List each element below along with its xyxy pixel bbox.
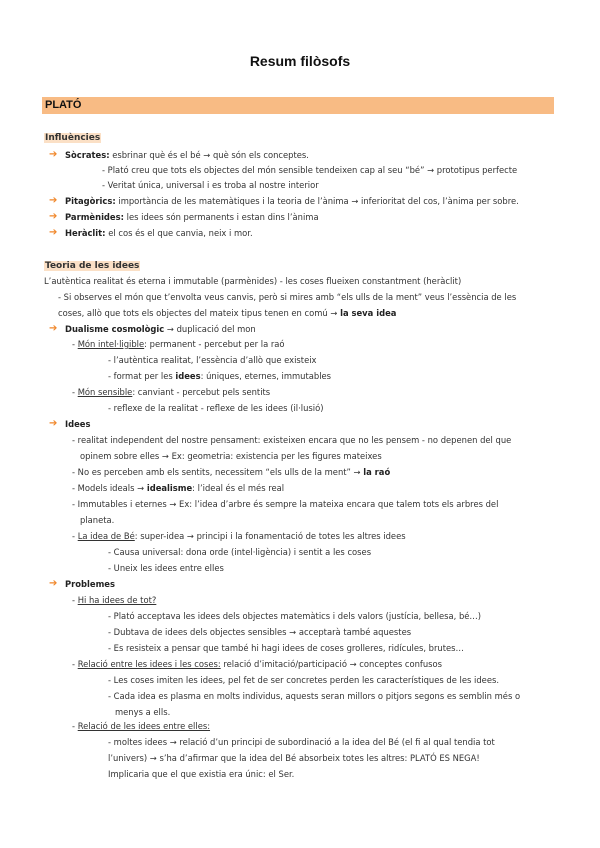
list-item: opinem sobre elles → Ex: geometria: existencia per les figures mateixes [80, 451, 382, 461]
paragraph-line: - Si observes el món que t’envolta veus canvis, però si mires amb “els ulls de la ment” veus l’essència de les [58, 292, 517, 302]
paragraph-line: L’autèntica realitat és eterna i immutable (parmènides) - les coses flueixen constantment (heràclit) [44, 276, 462, 286]
list-item: - Les coses imiten les idees, pel fet de ser concretes perden les característiques de les idees. [108, 675, 499, 685]
section-header-bar [42, 97, 554, 114]
section-title: PLATÓ [45, 99, 82, 111]
sensible-world: - Món sensible: canviant - percebut pels sentits [72, 387, 271, 397]
list-item: - Immutables i eternes → Ex: l’idea d’arbre és sempre la mateixa encara que talem tots els arbres del [72, 499, 499, 509]
list-item: - reflexe de la realitat - reflexe de les idees (il·lusió) [108, 403, 324, 413]
arrow-bullet-icon: ➔ [49, 227, 58, 238]
list-item: l’univers) → s’ha d’afirmar que la idea del Bé absorbeix totes les altres: PLATÓ ES NEGA! [108, 753, 480, 763]
list-item: - Plató acceptava les idees dels objectes matemàtics i dels valors (justícia, bellesa, bé…) [108, 611, 482, 621]
list-item: menys a ells. [115, 707, 171, 717]
problem-3: - Relació de les idees entre elles: [72, 721, 211, 731]
list-item: - Plató creu que tots els objectes del món sensible tendeixen cap al seu “bé” → prototipus perfecte [102, 165, 518, 175]
ideas-item: Idees [65, 419, 91, 429]
list-item: - Models ideals → idealisme: l’ideal és el més real [72, 483, 285, 493]
arrow-bullet-icon: ➔ [49, 323, 58, 334]
paragraph-line: coses, allò que tots els objectes del mateix tipus tenen en comú → la seva idea [58, 308, 397, 318]
list-item: Implicaria que el que existia era únic: el Ser. [108, 769, 295, 779]
arrow-bullet-icon: ➔ [49, 195, 58, 206]
dualism-item: Dualisme cosmològic → duplicació del mon [65, 324, 256, 334]
list-item: - l’autèntica realitat, l’essència d’allò que existeix [108, 355, 317, 365]
influence-socrates: Sòcrates: esbrinar què és el bé → què són els conceptes. [65, 150, 309, 160]
list-item: - Causa universal: dona orde (intel·ligència) i sentit a les coses [108, 547, 372, 557]
influence-pitagorics: Pitagòrics: importància de les matemàtiques i la teoria de l’ànima → inferioritat del cos, l’ànima per sobre. [65, 196, 519, 206]
influence-parmenides: Parmènides: les idees són permanents i estan dins l’ànima [65, 212, 319, 222]
arrow-bullet-icon: ➔ [49, 578, 58, 589]
list-item: - Cada idea es plasma en molts individus, aquests seran millors o pitjors segons es semblin més o [108, 691, 521, 701]
page-title: Resum filòsofs [249, 53, 351, 69]
list-item: - Es resisteix a pensar que també hi hagi idees de coses grolleres, ridícules, brutes… [108, 643, 464, 653]
arrow-bullet-icon: ➔ [49, 418, 58, 429]
list-item: - Uneix les idees entre elles [108, 563, 224, 573]
list-item: - realitat independent del nostre pensament: existeixen encara que no les pensem - no depenen del que [72, 435, 512, 445]
list-item: - No es perceben amb els sentits, necessitem “els ulls de la ment” → la raó [72, 467, 391, 477]
list-item: - Veritat única, universal i es troba al nostre interior [102, 180, 319, 190]
theory-heading: Teoria de les idees [45, 261, 140, 271]
list-item: planeta. [80, 515, 115, 525]
problem-1: - Hi ha idees de tot? [72, 595, 157, 605]
problem-2: - Relació entre les idees i les coses: relació d’imitació/participació → conceptes confusos [72, 659, 443, 669]
intelligible-world: - Món intel·ligible: permanent - percebut per la raó [72, 339, 285, 349]
arrow-bullet-icon: ➔ [49, 211, 58, 222]
list-item: - moltes idees → relació d’un principi de subordinació a la idea del Bé (el fi al qual tendia tot [108, 737, 495, 747]
influences-heading: Influències [45, 133, 101, 143]
list-item: - Dubtava de idees dels objectes sensibles → acceptarà també aquestes [108, 627, 412, 637]
problems-item: Problemes [65, 579, 115, 589]
list-item: - format per les idees: úniques, eternes, immutables [108, 371, 332, 381]
influence-heraclit: Heràclit: el cos és el que canvia, neix i mor. [65, 228, 253, 238]
arrow-bullet-icon: ➔ [49, 149, 58, 160]
idea-of-good: - La idea de Bé: super-idea → principi i la fonamentació de totes les altres idees [72, 531, 406, 541]
